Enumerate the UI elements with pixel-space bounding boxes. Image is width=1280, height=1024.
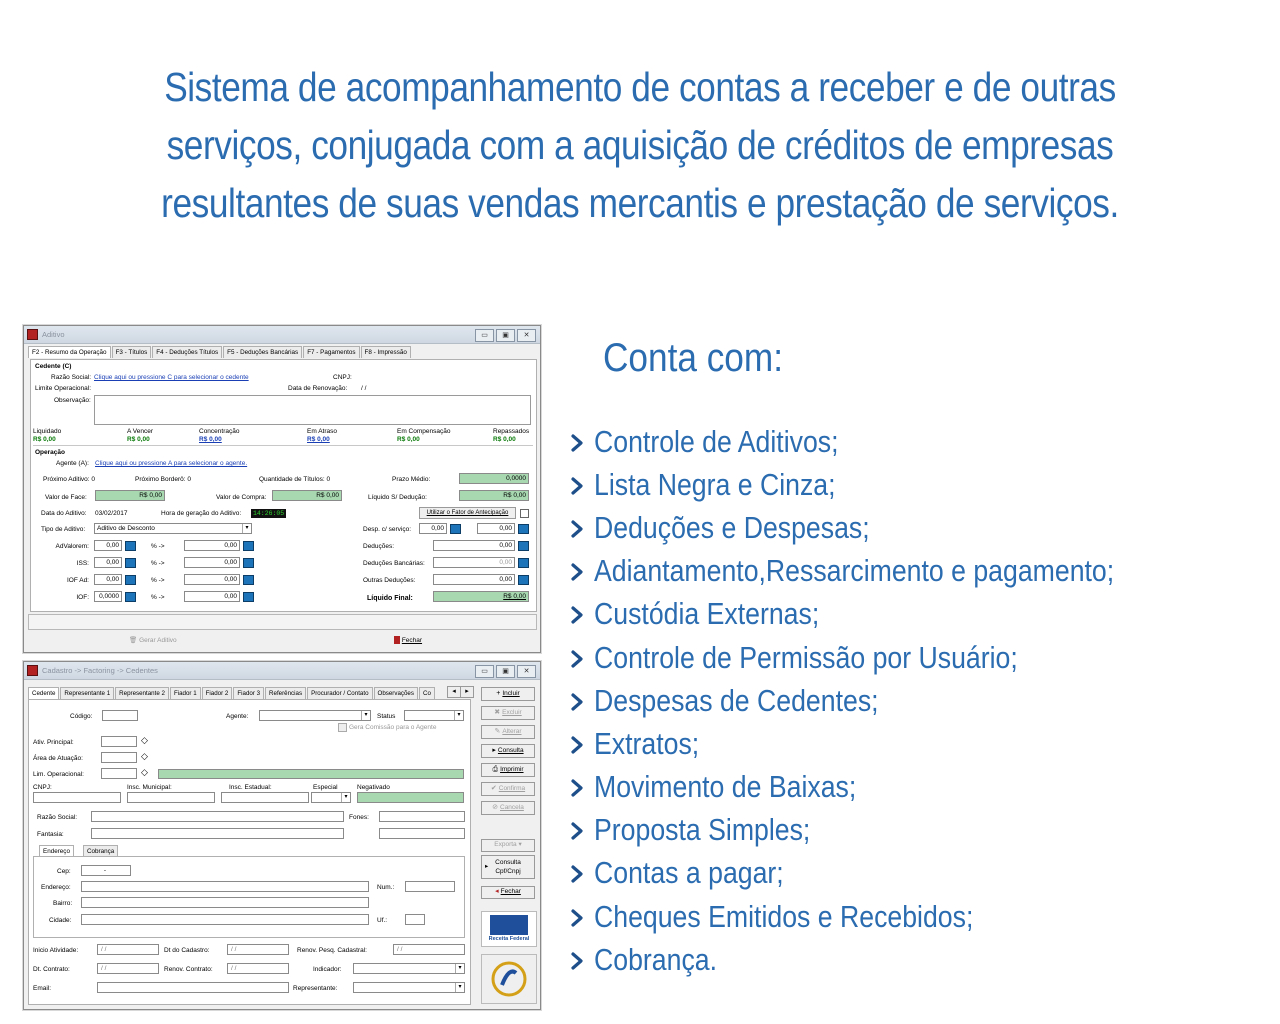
tax-value-field[interactable]: 0,00 [184,574,240,585]
eraser-icon[interactable]: ◇ [141,767,148,777]
fantasia-label: Fantasia: [37,831,64,838]
calculator-icon[interactable] [125,575,136,585]
quantidade-titulos: Quantidade de Títulos: 0 [259,476,331,483]
incluir-button[interactable] [481,687,535,701]
button-label: Excluir [502,709,522,716]
cancel-icon: ⊘ [492,804,498,811]
eraser-icon[interactable]: ◇ [141,735,148,745]
chevron-right-icon [566,686,594,716]
negativado-label: Negativado [357,784,390,791]
razao-social-field[interactable] [91,811,344,822]
feature-item [566,550,1199,593]
tab-scroll-left-button[interactable]: ◂ [447,686,461,698]
exporta-label: Exporta [494,841,517,848]
headline-line-3: resultantes de suas vendas mercantis e prestação de serviços. [161,180,1119,226]
feature-item [566,809,1199,852]
tax-rate-field[interactable]: 0,0000 [94,591,122,602]
dt-contrato-label: Dt. Contrato: [33,966,70,973]
aditivo-titlebar [24,326,540,344]
chevron-right-icon [566,772,594,802]
button-label: Cancela [500,804,524,811]
tipo-aditivo-select[interactable] [94,523,252,534]
tipo-aditivo-value: Aditivo de Desconto [97,525,155,532]
maximize-button[interactable]: ▣ [496,665,515,678]
confirma-button[interactable] [481,782,535,796]
consulta-cpf-label-2: Cpf/Cnpj [495,868,521,875]
feature-label: Lista Negra e Cinza; [594,466,836,502]
valor-compra-field: R$ 0,00 [272,490,342,501]
select-agente-link[interactable]: Clique aqui ou pressione A para selecionar o agente. [95,460,248,467]
hora-geracao-label: Hora de geração do Aditivo: [161,510,242,517]
app-icon [27,665,38,676]
chevron-right-icon [566,858,594,888]
feature-item [566,852,1199,895]
aditivo-title: Aditivo [42,330,65,339]
alterar-button[interactable] [481,725,535,739]
agente-label: Agente (A): [56,460,89,467]
feature-label: Despesas de Cedentes; [594,682,879,718]
percent-arrow: % -> [151,560,165,567]
calculator-icon[interactable] [125,541,136,551]
summary-label: A Vencer [127,428,154,435]
lim-operacional-field[interactable] [101,768,137,779]
tab-cadastro[interactable]: Fiador 1 [170,687,201,699]
cidade-label: Cidade: [49,917,72,924]
tab-deducoes-bancarias[interactable]: F5 - Deduções Bancárias [223,346,302,358]
razao-social-label: Razão Social: [37,814,78,821]
tax-label: IOF Ad: [66,577,89,584]
chevron-right-icon [566,556,594,586]
aditivo-panel [30,359,537,612]
renov-contrato-field[interactable]: / / [227,963,289,974]
negativado-field [357,792,464,803]
tax-rate-field[interactable]: 0,00 [94,557,122,568]
select-cedente-link[interactable]: Clique aqui ou pressione C para selecionar o cedente [94,374,249,381]
liquido-deducao-label: Líquido S/ Dedução: [368,494,427,501]
tax-label: IOF: [76,594,89,601]
chevron-right-icon [566,815,594,845]
fechar-cadastro-label: Fechar [500,888,521,895]
edit-icon: ✎ [494,728,501,735]
fator-antecipacao-label: Utilizar o Fator de Antecipação [426,510,509,516]
valor-face-label: Valor de Face: [45,494,87,501]
observacao-textarea[interactable] [94,395,531,425]
feature-label: Cheques Emitidos e Recebidos; [594,898,974,934]
trash-icon: 🗑 [129,637,138,644]
indicador-label: Indicador: [313,966,342,973]
endereco-label: Endereço: [41,884,71,891]
tax-value-field[interactable]: 0,00 [184,557,240,568]
search-icon: ▸ [492,747,496,754]
dt-contrato-field[interactable]: / / [97,963,159,974]
tab-cadastro[interactable]: Representante 1 [60,687,114,699]
status-label: Status [377,713,396,720]
codigo-label: Código: [70,713,93,720]
especial-label: Especial [313,784,338,791]
insc-estadual-label: Insc. Estadual: [229,784,272,791]
area-atuacao-label: Área de Atuação: [33,755,83,762]
tipo-aditivo-label: Tipo de Aditivo: [41,526,86,533]
inicio-atividade-field[interactable]: / / [97,944,159,955]
feature-label: Proposta Simples; [594,812,811,848]
chevron-right-icon [566,470,594,500]
uf-field[interactable] [405,914,425,925]
num-label: Num.: [377,884,395,891]
outras-deducoes-field[interactable]: 0,00 [433,574,515,585]
calculator-icon[interactable] [243,541,254,551]
check-icon: ✔ [490,785,497,792]
feature-item [566,679,1199,722]
tax-rate-field[interactable]: 0,00 [94,574,122,585]
chevron-down-icon: ▾ [361,711,370,720]
minimize-button[interactable]: ▭ [475,329,494,342]
trash-icon: ✖ [494,709,501,716]
button-label: Incluir [502,690,520,697]
dt-cadastro-label: Dt do Cadastro: [164,947,210,954]
deducoes-label: Deduções: [363,543,395,550]
data-aditivo-label: Data do Aditivo: [41,510,87,517]
feature-item [566,593,1199,636]
chevron-down-icon: ▾ [455,964,464,973]
status-select[interactable] [404,710,464,721]
calculator-icon[interactable] [450,524,461,534]
app-icon [27,329,38,340]
gera-comissao-checkbox[interactable] [338,723,347,732]
summary-value: R$ 0,00 [127,436,150,443]
excluir-button[interactable] [481,706,535,720]
ativ-principal-field[interactable] [101,736,137,747]
consulta-button[interactable] [481,744,535,758]
chevron-right-icon [566,427,594,457]
feature-item [566,506,1199,549]
feature-list [566,420,1199,981]
insc-municipal-field[interactable] [127,792,215,803]
serasa-logo-icon [482,955,536,1003]
summary-value: R$ 0,00 [397,436,420,443]
proximo-aditivo: Próximo Aditivo: 0 [43,476,96,483]
headline [124,58,1156,232]
cadastro-titlebar [24,662,540,680]
conta-com-heading: Conta com: [603,336,783,380]
percent-arrow: % -> [151,577,165,584]
proximo-bordero: Próximo Borderô: 0 [135,476,191,483]
calculator-icon[interactable] [243,575,254,585]
insc-municipal-label: Insc. Municipal: [127,784,172,791]
cadastro-title: Cadastro -> Factoring -> Cedentes [42,666,158,675]
chevron-down-icon: ▾ [455,983,464,992]
button-label: Alterar [502,728,522,735]
liquido-final-field: R$ 0,00 [433,591,529,602]
chevron-right-icon [566,729,594,759]
bairro-field[interactable] [81,897,369,908]
tax-rate-field[interactable]: 0,00 [94,540,122,551]
cadastro-panel [28,699,471,1005]
tab-titulos[interactable]: F3 - Títulos [112,346,152,358]
feature-item [566,722,1199,765]
fones-field-1[interactable] [379,811,465,822]
observacao-label: Observação: [54,397,91,404]
summary-label: Repassados [493,428,530,435]
feature-item [566,636,1199,679]
percent-arrow: % -> [151,594,165,601]
calculator-icon[interactable] [125,558,136,568]
deducoes-bancarias-field[interactable]: 0,00 [433,557,515,568]
feature-item [566,463,1199,506]
feature-label: Extratos; [594,725,700,761]
fones-label: Fones: [349,814,369,821]
chevron-down-icon: ▾ [341,793,350,802]
data-renovacao-value: / / [361,385,367,392]
desp-servico-field-1[interactable]: 0,00 [419,523,447,534]
gera-comissao-label: Gera Comissão para o Agente [349,724,437,731]
close-button[interactable]: ✕ [517,665,536,678]
feature-label: Custódia Externas; [594,596,820,632]
headline-line-2: serviços, conjugada com a aquisição de créditos de empresas [166,122,1114,168]
maximize-button[interactable]: ▣ [496,329,515,342]
feature-label: Contas a pagar; [594,855,784,891]
renov-contrato-label: Renov. Contrato: [164,966,213,973]
chevron-down-icon: ▾ [242,524,251,533]
dt-cadastro-field[interactable]: / / [227,944,289,955]
cidade-field[interactable] [81,914,369,925]
outras-deducoes-label: Outras Deduções: [363,577,416,584]
status-bar [28,614,537,630]
fantasia-field[interactable] [91,828,344,839]
tab-cadastro[interactable]: Co [419,687,435,699]
feature-label: Deduções e Despesas; [594,509,870,545]
tab-cadastro[interactable]: Cedente [28,687,59,699]
minimize-button[interactable]: ▭ [475,665,494,678]
feature-item [566,938,1199,981]
agente-label: Agente: [226,713,249,720]
deducoes-field[interactable]: 0,00 [433,540,515,551]
operacao-header: Operação [35,449,65,456]
summary-label: Em Atraso [307,428,337,435]
tab-impressao[interactable]: F8 - Impressão [361,346,411,358]
desp-servico-field-2[interactable]: 0,00 [477,523,515,534]
cedente-header: Cedente (C) [35,363,72,370]
feature-label: Controle de Permissão por Usuário; [594,639,1018,675]
desp-servico-label: Desp. c/ serviço: [363,526,412,533]
razao-social-label: Razão Social: [51,374,92,381]
calculator-icon[interactable] [518,524,529,534]
prazo-medio-label: Prazo Médio: [392,476,431,483]
exit-arrow-icon: ◂ [495,888,499,895]
representante-select[interactable] [353,982,465,993]
button-label: Imprimir [500,766,524,773]
chevron-down-icon: ▾ [454,711,463,720]
plus-icon: + [496,690,501,697]
tab-scroll-right-button[interactable]: ▸ [460,686,474,698]
tab-deducoes-titulos[interactable]: F4 - Deduções Títulos [152,346,222,358]
ativ-principal-label: Ativ. Principal: [33,739,74,746]
receita-federal-emblem [490,915,528,935]
fator-antecipacao-checkbox[interactable] [520,509,529,518]
headline-line-1: Sistema de acompanhamento de contas a receber e de outras [164,64,1116,110]
bairro-label: Bairro: [53,900,73,907]
feature-item [566,420,1199,463]
fechar-aditivo-label: Fechar [401,637,423,644]
tab-cadastro[interactable]: Fiador 2 [202,687,233,699]
cnpj-field[interactable] [33,792,121,803]
cnpj-label: CNPJ: [333,374,352,381]
data-renovacao-label: Data de Renovação: [288,385,348,392]
summary-value[interactable]: R$ 0,00 [199,436,222,443]
fechar-aditivo-button[interactable] [394,636,422,645]
codigo-field[interactable] [102,710,138,721]
feature-label: Controle de Aditivos; [594,423,839,459]
subtab-cobranca[interactable]: Cobrança [83,845,118,857]
insc-estadual-field[interactable] [221,792,309,803]
fechar-cadastro-button[interactable] [481,886,535,899]
chevron-right-icon [566,945,594,975]
tab-cadastro[interactable]: Observações [374,687,418,699]
calculator-icon[interactable] [125,592,136,602]
cep-field[interactable]: - [81,865,131,876]
cadastro-tabs [24,687,473,699]
uf-label: Uf.: [377,917,388,924]
receita-federal-label: Receita Federal [488,936,530,942]
button-label: Confirma [498,785,526,792]
liquido-final-label: Líquido Final: [367,595,413,602]
chevron-right-icon [566,513,594,543]
email-label: Email: [33,985,52,992]
exit-door-icon [394,636,400,644]
num-field[interactable] [405,881,455,892]
summary-label: Liquidado [33,428,62,435]
indicador-select[interactable] [353,963,465,974]
aditivo-window [23,325,541,653]
imprimir-button[interactable] [481,763,535,777]
hora-geracao-value: 14:26:05 [253,510,285,517]
tax-value-field[interactable]: 0,00 [184,591,240,602]
tab-cadastro[interactable]: Fiador 3 [233,687,264,699]
calculator-icon[interactable] [518,575,529,585]
inicio-atividade-label: Inicio Atividade: [33,947,79,954]
prazo-medio-field: 0,0000 [459,473,529,484]
cancela-button[interactable] [481,801,535,815]
endereco-field[interactable] [81,881,369,892]
feature-label: Adiantamento,Ressarcimento e pagamento; [594,553,1115,589]
subtab-endereco[interactable]: Endereço [39,845,74,857]
lim-operacional-bar [158,769,464,779]
valor-compra-label: Valor de Compra: [216,494,267,501]
area-atuacao-field[interactable] [101,752,137,763]
tab-resumo-operacao[interactable]: F2 - Resumo da Operação [28,346,111,358]
chevron-right-icon [566,643,594,673]
limite-label: Limite Operacional: [35,385,91,392]
percent-arrow: % -> [151,543,165,550]
lim-operacional-label: Lim. Operacional: [33,771,84,778]
receita-federal-logo[interactable] [481,911,537,947]
tax-value-field[interactable]: 0,00 [184,540,240,551]
button-label: Consulta [497,747,524,754]
data-aditivo-value: 03/02/2017 [95,510,128,517]
summary-value[interactable]: R$ 0,00 [307,436,330,443]
especial-select[interactable] [311,792,351,803]
feature-item [566,895,1199,938]
eraser-icon[interactable]: ◇ [141,751,148,761]
feature-item [566,766,1199,809]
feature-label: Cobrança. [594,941,718,977]
cadastro-window [23,661,541,1010]
gerar-aditivo-button[interactable] [129,636,177,645]
summary-label: Em Compensação [397,428,451,435]
cnpj-label: CNPJ: [33,784,52,791]
serasa-logo[interactable] [481,954,537,1004]
aditivo-tabs [24,346,540,358]
liquido-deducao-field: R$ 0,00 [459,490,529,501]
tax-label: ISS: [76,560,89,567]
search-icon: ▸ [485,863,489,870]
tax-label: AdValorem: [55,543,89,550]
chevron-right-icon [566,599,594,629]
fones-field-2[interactable] [379,828,465,839]
agente-select[interactable] [259,710,371,721]
renov-pesq-label: Renov. Pesq. Cadastral: [297,947,367,954]
fator-antecipacao-button[interactable] [419,507,516,519]
tab-cadastro[interactable]: Representante 2 [115,687,169,699]
close-button[interactable]: ✕ [517,329,536,342]
printer-icon: ⎙ [492,766,499,773]
summary-label: Concentração [199,428,240,435]
summary-value: R$ 0,00 [493,436,516,443]
summary-value: R$ 0,00 [33,436,56,443]
renov-pesq-field[interactable]: / / [393,944,465,955]
calculator-icon[interactable] [518,541,529,551]
representante-label: Representante: [293,985,338,992]
valor-face-field: R$ 0,00 [95,490,165,501]
tab-pagamentos[interactable]: F7 - Pagamentos [303,346,359,358]
email-field[interactable] [97,982,289,993]
tab-cadastro[interactable]: Referências [265,687,306,699]
consulta-cpf-label-1: Consulta [495,859,521,866]
calculator-icon[interactable] [518,558,529,568]
consulta-cpf-button[interactable] [481,855,535,879]
exporta-button[interactable]: Exporta ▾ [481,839,535,852]
deducoes-bancarias-label: Deduções Bancárias: [363,560,425,567]
cep-label: Cep: [57,868,71,875]
chevron-right-icon [566,902,594,932]
tab-cadastro[interactable]: Procurador / Contato [307,687,372,699]
calculator-icon[interactable] [243,558,254,568]
feature-label: Movimento de Baixas; [594,769,857,805]
gerar-aditivo-label: Gerar Aditivo [139,637,177,644]
calculator-icon[interactable] [243,592,254,602]
